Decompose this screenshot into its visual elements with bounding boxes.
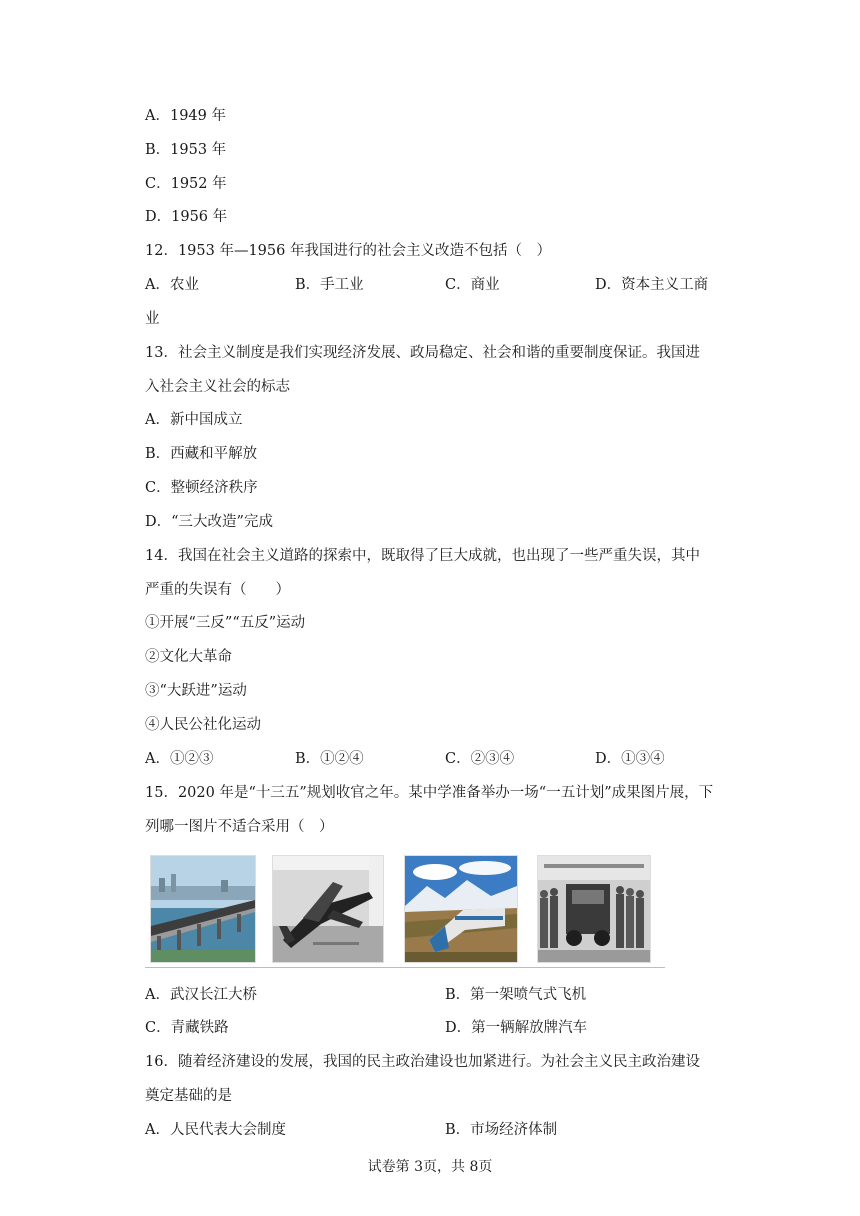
q16-option-a: A．人民代表大会制度: [145, 1122, 286, 1138]
q12-option-c: C．商业: [445, 277, 500, 293]
q12-option-a: A．农业: [145, 277, 199, 293]
q16-option-b: B．市场经济体制: [445, 1122, 558, 1138]
q15-option-b: B．第一架喷气式飞机: [445, 987, 587, 1003]
q12-stem: 12．1953 年—1956 年我国进行的社会主义改造不包括（ ）: [145, 243, 551, 259]
q15-stem-line2: 列哪一图片不适合采用（ ）: [145, 819, 334, 835]
q14-item-3: ③“大跃进”运动: [145, 683, 247, 699]
q13-option-a: A．新中国成立: [145, 412, 243, 428]
q11-option-b: B．1953 年: [145, 142, 227, 158]
q14-option-a: A．①②③: [145, 751, 214, 767]
q13-option-d: D．“三大改造”完成: [145, 514, 273, 530]
jet-aircraft-photo: [272, 855, 384, 963]
q15-option-c: C．青藏铁路: [145, 1020, 229, 1036]
q14-stem-line1: 14．我国在社会主义道路的探索中，既取得了巨大成就，也出现了一些严重失误，其中: [145, 548, 700, 564]
q14-option-b: B．①②④: [295, 751, 364, 767]
page-footer: 试卷第 3页，共 8页: [367, 1159, 493, 1175]
q13-option-b: B．西藏和平解放: [145, 446, 258, 462]
q13-stem-line2: 入社会主义社会的标志: [145, 379, 290, 395]
q13-option-c: C．整顿经济秩序: [145, 480, 258, 496]
q12-option-d: D．资本主义工商: [595, 277, 709, 293]
q13-stem-line1: 13．社会主义制度是我们实现经济发展、政局稳定、社会和谐的重要制度保证。我国进: [145, 345, 700, 361]
q16-stem-line1: 16．随着经济建设的发展，我国的民主政治建设也加紧进行。为社会主义民主政治建设: [145, 1054, 700, 1070]
q11-option-d: D．1956 年: [145, 209, 228, 225]
q15-option-a: A．武汉长江大桥: [145, 987, 257, 1003]
q11-option-c: C．1952 年: [145, 176, 227, 192]
q16-stem-line2: 奠定基础的是: [145, 1088, 232, 1104]
q12-option-d-wrap: 业: [145, 311, 160, 327]
q14-stem-line2: 严重的失误有（ ）: [145, 582, 290, 598]
q15-stem-line1: 15．2020 年是“十三五”规划收官之年。某中学准备举办一场“一五计划”成果图片展，下: [145, 785, 714, 801]
railway-photo: [404, 855, 518, 963]
q14-item-1: ①开展“三反”“五反”运动: [145, 615, 306, 631]
q15-option-d: D．第一辆解放牌汽车: [445, 1020, 588, 1036]
q14-option-d: D．①③④: [595, 751, 665, 767]
q14-item-2: ②文化大革命: [145, 649, 232, 665]
figure-underline: [145, 967, 665, 968]
truck-photo: [537, 855, 651, 963]
q14-option-c: C．②③④: [445, 751, 515, 767]
q12-option-b: B．手工业: [295, 277, 364, 293]
bridge-photo: [150, 855, 256, 963]
q14-item-4: ④人民公社化运动: [145, 717, 261, 733]
q11-option-a: A．1949 年: [145, 108, 226, 124]
